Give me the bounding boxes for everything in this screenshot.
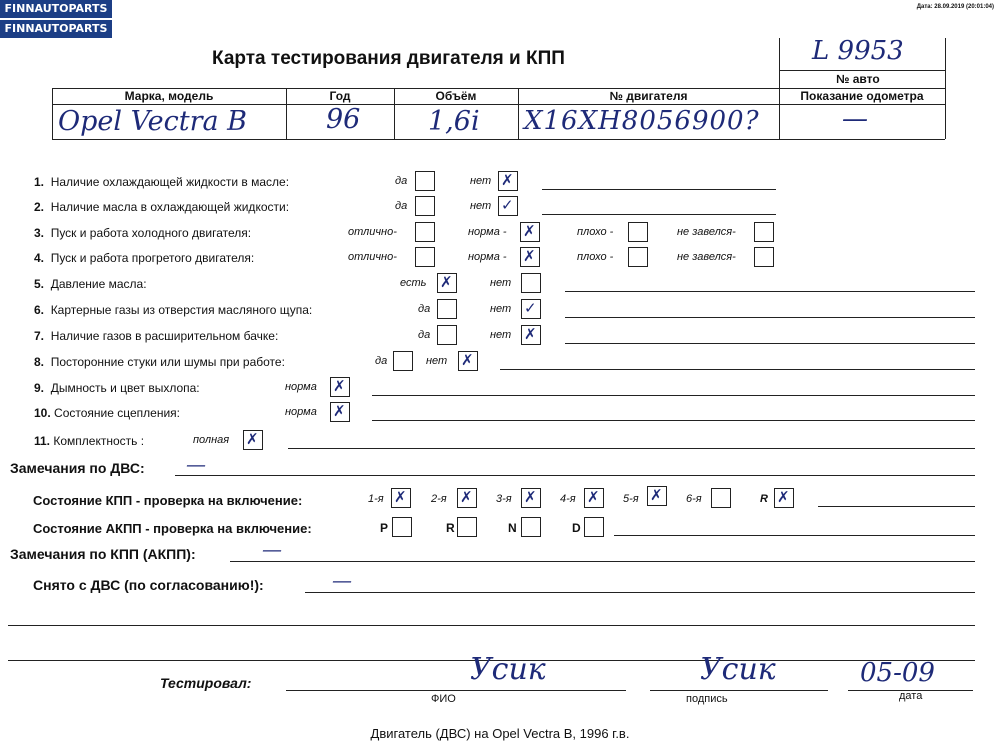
item-11-opt-complete: полная [193,434,230,446]
item-4: 4. Пуск и работа прогретого двигателя: [34,251,255,265]
value-odometer: — [842,104,868,134]
auto-number-value: L 9953 [812,36,904,66]
check-mark-icon: ✗ [777,488,790,506]
brand-logo: FINNAUTOPARTS [0,0,112,18]
date-value: 05-09 [860,658,935,688]
item-4-opt-excellent: отлично- [348,251,397,263]
header-engine-no: № двигателя [609,89,688,103]
brand-logo-secondary: FINNAUTOPARTS [0,20,112,38]
kpp-gear-label: 5-я [623,493,639,505]
akpp-mode-checkbox[interactable] [392,517,412,537]
item-5-yes-checkbox[interactable] [437,273,457,293]
item-3-excellent-checkbox[interactable] [415,222,435,242]
item-8-opt-yes: да [375,355,388,367]
kpp-gear-checkbox[interactable] [711,488,731,508]
item-9-opt-normal: норма [285,381,317,393]
check-mark-icon: ✗ [524,325,537,343]
check-mark-icon: ✗ [523,247,536,265]
tested-label: Тестировал: [160,675,252,691]
kpp-gear-checkbox[interactable] [391,488,411,508]
check-mark-icon: ✗ [524,488,537,506]
check-mark-icon: ✗ [523,222,536,240]
item-6-opt-yes: да [418,303,431,315]
kpp-gear-label: 6-я [686,493,702,505]
item-1-opt-no: нет [470,175,492,187]
kpp-gear-checkbox[interactable] [457,488,477,508]
akpp-mode-checkbox[interactable] [457,517,477,537]
kpp-gear-checkbox[interactable] [521,488,541,508]
item-8-opt-no: нет [426,355,448,367]
header-volume: Объём [435,89,477,103]
image-caption: Двигатель (ДВС) на Opel Vectra B, 1996 г.в. [370,726,630,741]
value-year: 96 [326,104,361,135]
item-4-opt-normal: норма - [468,251,507,263]
item-9-normal-checkbox[interactable] [330,377,350,397]
akpp-mode-checkbox[interactable] [521,517,541,537]
item-2-opt-yes: да [395,200,408,212]
kpp-gear-checkbox[interactable] [584,488,604,508]
item-7-opt-yes: да [418,329,431,341]
kpp-check-label: Состояние КПП - проверка на включение: [33,493,303,508]
item-7-opt-no: нет [490,329,512,341]
item-3-opt-nostart: не завелся- [677,226,736,238]
item-4-bad-checkbox[interactable] [628,247,648,267]
value-make-model: Opel Vectra B [58,106,248,137]
check-mark-icon: ✗ [333,402,346,420]
header-year: Год [329,89,351,103]
akpp-mode-checkbox[interactable] [584,517,604,537]
kpp-remarks-label: Замечания по КПП (АКПП): [10,546,196,562]
item-8-yes-checkbox[interactable] [393,351,413,371]
item-10-normal-checkbox[interactable] [330,402,350,422]
kpp-gear-label: 3-я [496,493,512,505]
item-2-opt-no: нет [470,200,492,212]
item-5-opt-no: нет [490,277,512,289]
check-mark-icon: ✗ [333,377,346,395]
signature-value: Усик [700,652,776,687]
item-4-nostart-checkbox[interactable] [754,247,774,267]
item-6-no-checkbox[interactable] [521,299,541,319]
item-4-opt-bad: плохо - [577,251,614,263]
item-1-no-checkbox[interactable] [498,171,518,191]
auto-number-label: № авто [836,72,880,86]
item-7-yes-checkbox[interactable] [437,325,457,345]
kpp-gear-label: R [760,493,768,505]
item-3-normal-checkbox[interactable] [520,222,540,242]
item-1-yes-checkbox[interactable] [415,171,435,191]
item-6-opt-no: нет [490,303,512,315]
item-4-excellent-checkbox[interactable] [415,247,435,267]
item-9: 9. Дымность и цвет выхлопа: [34,381,200,395]
check-mark-icon: ✓ [524,299,537,317]
akpp-mode-label: N [508,521,517,535]
form-title: Карта тестирования двигателя и КПП [212,48,565,69]
kpp-gear-label: 2-я [431,493,447,505]
signature-label: подпись [686,693,728,705]
kpp-gear-checkbox[interactable] [774,488,794,508]
item-6-yes-checkbox[interactable] [437,299,457,319]
check-mark-icon: ✗ [587,488,600,506]
header-odometer: Показание одометра [800,89,924,103]
item-2-yes-checkbox[interactable] [415,196,435,216]
check-mark-icon: ✗ [246,430,259,448]
akpp-mode-label: D [572,521,581,535]
check-mark-icon: ✗ [461,351,474,369]
item-3-opt-bad: плохо - [577,226,614,238]
fio-label: ФИО [431,693,456,705]
kpp-gear-checkbox[interactable] [647,486,667,506]
check-mark-icon: ✗ [460,488,473,506]
akpp-mode-label: P [380,521,389,535]
item-2-no-checkbox[interactable] [498,196,518,216]
akpp-check-label: Состояние АКПП - проверка на включение: [33,521,312,536]
date-stamp: Дата: 28.09.2019 (20:01:04) [916,4,994,10]
item-2: 2. Наличие масла в охлаждающей жидкости: [34,200,290,214]
item-5-opt-yes: есть [400,277,427,289]
item-1: 1. Наличие охлаждающей жидкости в масле: [34,175,290,189]
item-7: 7. Наличие газов в расширительном бачке: [34,329,279,343]
check-mark-icon: ✗ [501,171,514,189]
value-engine-no: X16XH8056900? [524,106,760,136]
removed-label: Снято с ДВС (по согласованию!): [33,577,264,593]
item-7-no-checkbox[interactable] [521,325,541,345]
value-volume: 1,6i [428,106,480,137]
check-mark-icon: ✓ [501,196,514,214]
fio-value: Усик [470,652,546,687]
kpp-gear-label: 1-я [368,493,384,505]
kpp-remarks-value: — [262,537,282,561]
date-label: дата [899,690,923,702]
check-mark-icon: ✗ [650,486,663,504]
item-3-opt-excellent: отлично- [348,226,397,238]
item-1-opt-yes: да [395,175,408,187]
item-3-opt-normal: норма - [468,226,507,238]
item-5-no-checkbox[interactable] [521,273,541,293]
check-mark-icon: ✗ [440,273,453,291]
item-8-no-checkbox[interactable] [458,351,478,371]
item-3: 3. Пуск и работа холодного двигателя: [34,226,252,240]
item-8: 8. Посторонние стуки или шумы при работе: [34,355,285,369]
akpp-mode-label: R [446,521,455,535]
engine-remarks-value: — [186,452,206,476]
item-10-opt-normal: норма [285,406,317,418]
item-5: 5. Давление масла: [34,277,147,291]
item-6: 6. Картерные газы из отверстия масляного щупа: [34,303,313,317]
engine-remarks-label: Замечания по ДВС: [10,460,145,476]
item-3-nostart-checkbox[interactable] [754,222,774,242]
removed-value: — [332,568,352,592]
check-mark-icon: ✗ [394,488,407,506]
item-4-normal-checkbox[interactable] [520,247,540,267]
item-4-opt-nostart: не завелся- [677,251,736,263]
item-11-complete-checkbox[interactable] [243,430,263,450]
item-10: 10. Состояние сцепления: [34,406,180,420]
item-3-bad-checkbox[interactable] [628,222,648,242]
item-11: 11. Комплектность : [34,434,145,448]
header-make-model: Марка, модель [124,89,214,103]
kpp-gear-label: 4-я [560,493,576,505]
